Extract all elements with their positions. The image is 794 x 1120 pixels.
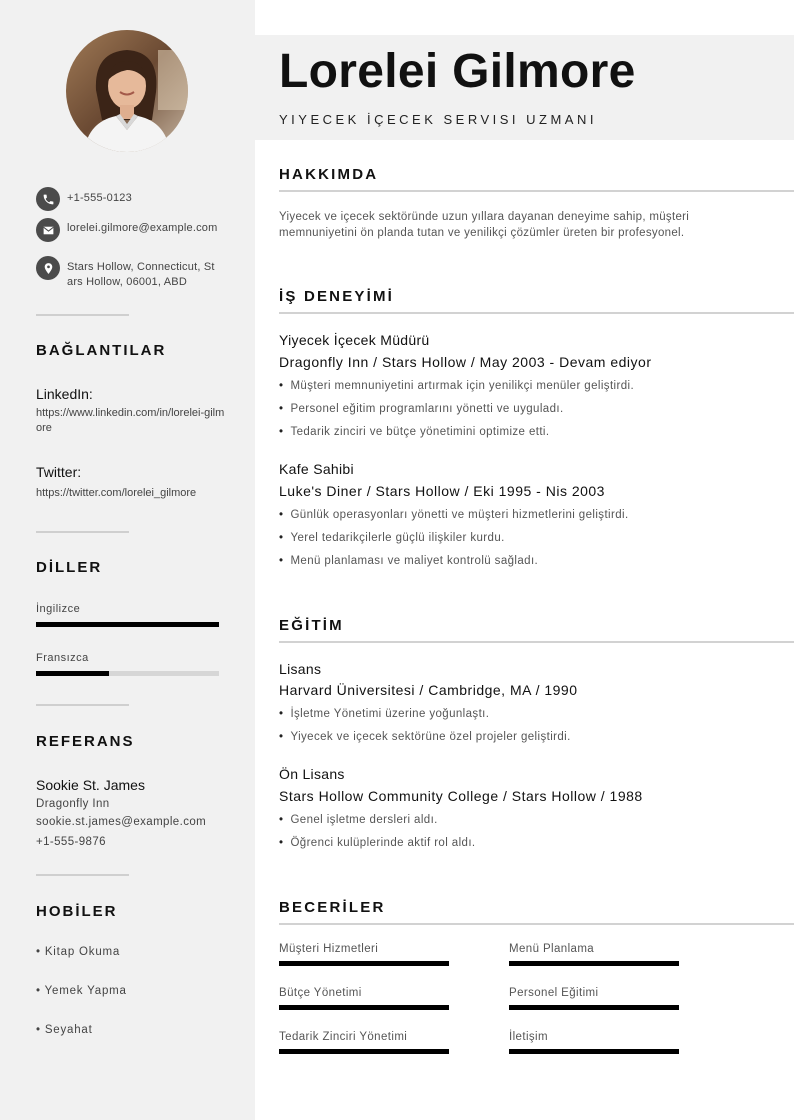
degree-title: Ön Lisans xyxy=(279,766,345,782)
language-name: Fransızca xyxy=(36,652,89,664)
email-text: lorelei.gilmore@example.com xyxy=(67,222,218,234)
linkedin-label: LinkedIn: xyxy=(36,386,93,402)
skill-item xyxy=(279,987,449,1010)
job-title: Kafe Sahibi xyxy=(279,461,354,477)
skill-item xyxy=(509,943,679,966)
skill-name: Tedarik Zinciri Yönetimi xyxy=(279,1031,408,1043)
language-level-bar xyxy=(36,671,219,676)
hobby-item: • Seyahat xyxy=(36,1024,93,1036)
job-bullet: • Tedarik zinciri ve bütçe yönetimini optimize etti. xyxy=(279,426,549,438)
reference-phone: +1-555-9876 xyxy=(36,836,106,848)
job-bullet: • Menü planlaması ve maliyet kontrolü sağladı. xyxy=(279,555,538,567)
sidebar-divider xyxy=(36,531,129,533)
contact-phone xyxy=(36,187,219,211)
reference-email: sookie.st.james@example.com xyxy=(36,816,207,828)
about-text: Yiyecek ve içecek sektöründe uzun yıllara dayanan deneyime sahip, müşteri memnuniyetini ön planda tutan ve yenilikçi çözümler üreten bir profesyonel. xyxy=(279,211,690,239)
language-name: İngilizce xyxy=(36,603,81,615)
profile-photo xyxy=(66,30,188,152)
location-pin-icon xyxy=(36,256,60,280)
phone-icon xyxy=(36,187,60,211)
experience-title: İŞ DENEYİMİ xyxy=(279,288,395,305)
links-title: BAĞLANTILAR xyxy=(36,342,167,359)
skill-bar xyxy=(279,961,449,966)
languages-title: DİLLER xyxy=(36,559,103,576)
hobby-item: • Kitap Okuma xyxy=(36,946,121,958)
contact-email xyxy=(36,218,219,242)
job-bullet: • Günlük operasyonları yönetti ve müşteri hizmetlerini geliştirdi. xyxy=(279,509,629,521)
job-details: Luke's Diner / Stars Hollow / Eki 1995 - Nis 2003 xyxy=(279,483,605,499)
sidebar-divider xyxy=(36,704,129,706)
education-bullet: • İşletme Yönetimi üzerine yoğunlaştı. xyxy=(279,708,489,720)
skill-bar xyxy=(279,1049,449,1054)
education-title: EĞİTİM xyxy=(279,617,344,634)
education-bullet: • Genel işletme dersleri aldı. xyxy=(279,814,438,826)
reference-company: Dragonfly Inn xyxy=(36,798,110,810)
skill-bar xyxy=(509,961,679,966)
reference-name: Sookie St. James xyxy=(36,777,145,793)
full-name: Lorelei Gilmore xyxy=(279,45,636,98)
language-level-fill xyxy=(36,671,109,676)
references-title: REFERANS xyxy=(36,733,135,750)
skill-bar xyxy=(509,1005,679,1010)
twitter-link[interactable]: https://twitter.com/lorelei_gilmore xyxy=(36,487,197,499)
mail-icon xyxy=(36,218,60,242)
skill-item xyxy=(279,943,449,966)
degree-details: Harvard Üniversitesi / Cambridge, MA / 1990 xyxy=(279,682,578,698)
skill-item xyxy=(509,987,679,1010)
language-level-bar xyxy=(36,622,219,627)
twitter-label: Twitter: xyxy=(36,464,82,480)
section-rule xyxy=(279,641,794,643)
linkedin-link[interactable]: https://www.linkedin.com/in/lorelei-gilmore xyxy=(36,407,225,434)
section-rule xyxy=(279,923,794,925)
sidebar-divider xyxy=(36,874,129,876)
contact-address xyxy=(36,256,219,290)
hobby-item: • Yemek Yapma xyxy=(36,985,127,997)
skill-bar xyxy=(509,1049,679,1054)
job-title: Yiyecek İçecek Müdürü xyxy=(279,332,430,348)
job-bullet: • Müşteri memnuniyetini artırmak için yenilikçi menüler geliştirdi. xyxy=(279,380,634,392)
hobbies-title: HOBİLER xyxy=(36,903,118,920)
job-bullet: • Yerel tedarikçilerle güçlü ilişkiler kurdu. xyxy=(279,532,505,544)
degree-details: Stars Hollow Community College / Stars Hollow / 1988 xyxy=(279,788,643,804)
skill-name: Müşteri Hizmetleri xyxy=(279,943,379,955)
skill-name: Personel Eğitimi xyxy=(509,987,599,999)
about-title: HAKKIMDA xyxy=(279,166,379,183)
job-bullet: • Personel eğitim programlarını yönetti ve uyguladı. xyxy=(279,403,564,415)
skill-name: Menü Planlama xyxy=(509,943,595,955)
job-details: Dragonfly Inn / Stars Hollow / May 2003 - Devam ediyor xyxy=(279,354,652,370)
address-text: Stars Hollow, Connecticut, Stars Hollow, 06001, ABD xyxy=(67,261,215,288)
section-rule xyxy=(279,312,794,314)
skill-name: Bütçe Yönetimi xyxy=(279,987,362,999)
skill-item xyxy=(509,1031,679,1054)
job-role: YIYECEK İÇECEK SERVISI UZMANI xyxy=(279,112,597,127)
skill-bar xyxy=(279,1005,449,1010)
phone-text: +1-555-0123 xyxy=(67,192,132,204)
section-rule xyxy=(279,190,794,192)
sidebar-divider xyxy=(36,314,129,316)
education-bullet: • Öğrenci kulüplerinde aktif rol aldı. xyxy=(279,837,476,849)
degree-title: Lisans xyxy=(279,661,322,677)
language-level-fill xyxy=(36,622,219,627)
skill-name: İletişim xyxy=(509,1031,548,1043)
education-bullet: • Yiyecek ve içecek sektörüne özel projeler geliştirdi. xyxy=(279,731,571,743)
skills-title: BECERİLER xyxy=(279,899,386,916)
skill-item xyxy=(279,1031,449,1054)
